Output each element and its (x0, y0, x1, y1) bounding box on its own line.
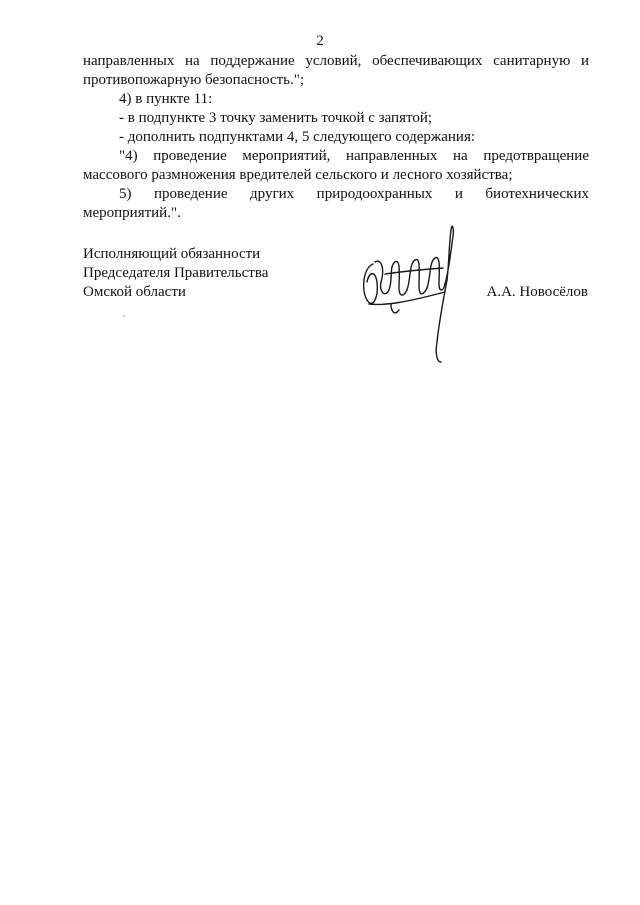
body-paragraph-subitem-5-text: 5) проведение других природоохранных и биотехнических мероприятий.". (83, 186, 589, 221)
body-paragraph-item-4: 4) в пункте 11: (119, 91, 213, 107)
body-paragraph-subitem-3: - в подпункте 3 точку заменить точкой с запятой; (119, 110, 433, 126)
document-body (83, 52, 589, 223)
handwritten-signature (355, 212, 465, 372)
scan-speck (123, 315, 125, 317)
body-paragraph-add-subitems: - дополнить подпунктами 4, 5 следующего содержания: (119, 129, 476, 145)
body-paragraph-continuation: направленных на поддержание условий, обеспечивающих санитарную и противопожарную безопасность."; (83, 53, 589, 88)
page-number: 2 (316, 33, 324, 49)
signer-position-line-1: Исполняющий обязанности (83, 246, 261, 262)
body-paragraph-subitem-4-text: "4) проведение мероприятий, направленных на предотвращение массового размножения вредителей сельского и лесного хозяйства; (83, 148, 589, 183)
signer-position-line-2: Председателя Правительства (83, 265, 269, 281)
signer-name: А.А. Новосёлов (486, 284, 588, 300)
signature-position-block (83, 245, 268, 302)
signer-position-line-3: Омской области (83, 284, 186, 300)
